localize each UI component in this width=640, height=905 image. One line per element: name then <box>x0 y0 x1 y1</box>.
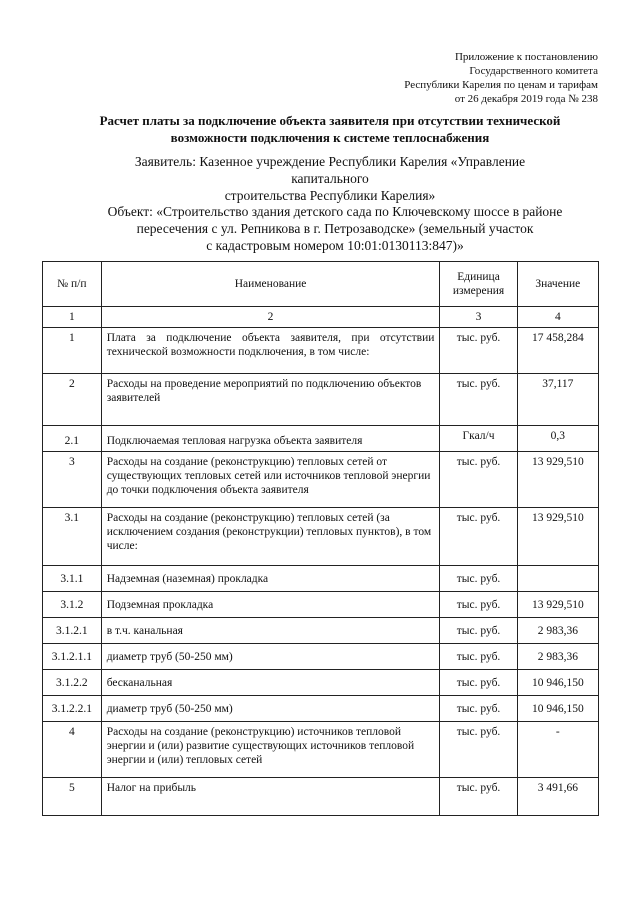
row-unit: тыс. руб. <box>440 778 517 816</box>
row-name: Расходы на создание (реконструкцию) тепловых сетей от существующих тепловых сетей или источников тепловой энергии до точки подключения объекта заявителя <box>101 452 440 508</box>
appendix-line: от 26 декабря 2019 года № 238 <box>454 93 598 105</box>
header-unit: Единица измерения <box>440 262 517 307</box>
table-row <box>43 426 599 452</box>
row-number: 3.1.2.2 <box>43 670 102 696</box>
row-number: 3 <box>43 452 102 508</box>
row-unit: тыс. руб. <box>440 618 517 644</box>
row-value: 13 929,510 <box>517 508 598 566</box>
row-unit: Гкал/ч <box>440 426 517 452</box>
table-row <box>43 644 599 670</box>
object-line: пересечения с ул. Репникова в г. Петрозаводске» (земельный участок <box>136 221 534 236</box>
row-name: в т.ч. канальная <box>101 618 440 644</box>
object-line: с кадастровым номером 10:01:0130113:847)» <box>206 238 464 253</box>
appendix-line: Республики Карелия по ценам и тарифам <box>404 79 598 91</box>
row-number: 3.1.2.2.1 <box>43 696 102 722</box>
row-value: 37,117 <box>517 374 598 426</box>
row-name: диаметр труб (50-250 мм) <box>101 644 440 670</box>
table-row <box>43 374 599 426</box>
row-name: Подключаемая тепловая нагрузка объекта заявителя <box>101 426 440 452</box>
table-row <box>43 328 599 374</box>
table-row <box>43 592 599 618</box>
table-header-row <box>43 262 599 307</box>
row-number: 3.1 <box>43 508 102 566</box>
applicant-line: строительства Республики Карелия» <box>224 188 436 203</box>
row-name: Подземная прокладка <box>101 592 440 618</box>
appendix-line: Приложение к постановлению <box>454 51 598 63</box>
object-line: Объект: «Строительство здания детского сада по Ключевскому шоссе в районе <box>107 204 563 219</box>
row-value <box>517 566 598 592</box>
column-number: 4 <box>517 307 598 328</box>
table-row <box>43 452 599 508</box>
row-unit: тыс. руб. <box>440 592 517 618</box>
row-name: диаметр труб (50-250 мм) <box>101 696 440 722</box>
row-name: бесканальная <box>101 670 440 696</box>
header-value: Значение <box>517 262 598 307</box>
table-row <box>43 618 599 644</box>
row-name: Надземная (наземная) прокладка <box>101 566 440 592</box>
row-unit: тыс. руб. <box>440 644 517 670</box>
row-unit: тыс. руб. <box>440 696 517 722</box>
table-row <box>43 778 599 816</box>
document-title <box>80 112 580 146</box>
row-unit: тыс. руб. <box>440 670 517 696</box>
row-name: Плата за подключение объекта заявителя, при отсутствии технической возможности подключения, в том числе: <box>101 328 440 374</box>
table-row <box>43 696 599 722</box>
row-number: 3.1.2.1 <box>43 618 102 644</box>
row-value: 13 929,510 <box>517 452 598 508</box>
column-number: 3 <box>440 307 517 328</box>
row-unit: тыс. руб. <box>440 328 517 374</box>
column-number-row <box>43 307 599 328</box>
title-line: возможности подключения к системе теплоснабжения <box>170 130 490 145</box>
object-info <box>95 203 575 254</box>
row-number: 3.1.1 <box>43 566 102 592</box>
row-unit: тыс. руб. <box>440 508 517 566</box>
row-value: 13 929,510 <box>517 592 598 618</box>
row-number: 3.1.2 <box>43 592 102 618</box>
row-number: 2 <box>43 374 102 426</box>
row-value: 2 983,36 <box>517 644 598 670</box>
table-row <box>43 722 599 778</box>
row-value: 10 946,150 <box>517 696 598 722</box>
row-unit: тыс. руб. <box>440 374 517 426</box>
row-value: 0,3 <box>517 426 598 452</box>
row-number: 2.1 <box>43 426 102 452</box>
row-name: Расходы на создание (реконструкцию) источников тепловой энергии и (или) развитие существующих источников тепловой энергии и (или) тепловых сетей <box>101 722 440 778</box>
table-row <box>43 566 599 592</box>
row-unit: тыс. руб. <box>440 722 517 778</box>
row-value: 10 946,150 <box>517 670 598 696</box>
appendix-line: Государственного комитета <box>469 65 598 77</box>
row-number: 3.1.2.1.1 <box>43 644 102 670</box>
applicant-info <box>100 153 560 204</box>
column-number: 2 <box>101 307 440 328</box>
header-number: № п/п <box>43 262 102 307</box>
row-number: 5 <box>43 778 102 816</box>
row-number: 1 <box>43 328 102 374</box>
row-value: 3 491,66 <box>517 778 598 816</box>
row-unit: тыс. руб. <box>440 452 517 508</box>
table-row <box>43 508 599 566</box>
row-name: Налог на прибыль <box>101 778 440 816</box>
row-number: 4 <box>43 722 102 778</box>
row-value: 2 983,36 <box>517 618 598 644</box>
row-name: Расходы на проведение мероприятий по подключению объектов заявителей <box>101 374 440 426</box>
table-row <box>43 670 599 696</box>
row-name: Расходы на создание (реконструкцию) тепловых сетей (за исключением создания (реконструкции) тепловых пунктов), в том числе: <box>101 508 440 566</box>
column-number: 1 <box>43 307 102 328</box>
row-value: - <box>517 722 598 778</box>
row-unit: тыс. руб. <box>440 566 517 592</box>
appendix-reference <box>404 50 598 106</box>
row-value: 17 458,284 <box>517 328 598 374</box>
header-name: Наименование <box>101 262 440 307</box>
calculation-table <box>42 261 599 816</box>
title-line: Расчет платы за подключение объекта заявителя при отсутствии технической <box>99 113 561 128</box>
applicant-line: Заявитель: Казенное учреждение Республики Карелия «Управление капитального <box>134 154 526 186</box>
